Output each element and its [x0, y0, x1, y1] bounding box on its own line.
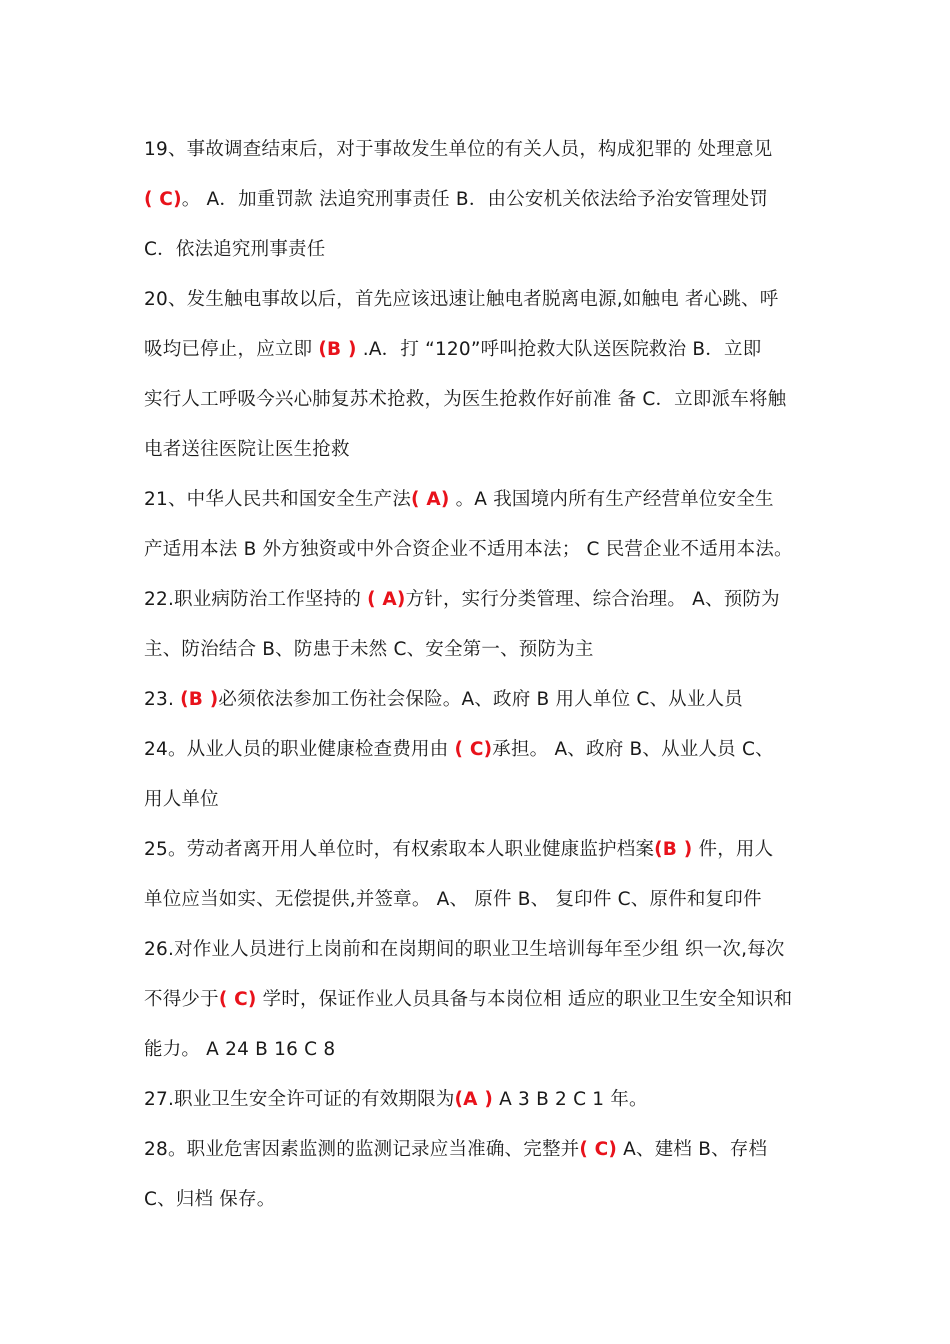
question-text: C．依法追究刑事责任: [144, 239, 326, 260]
question-text: 。 A．加重罚款 法追究刑事责任 B．由公安机关依法给予治安管理处罚: [181, 189, 769, 210]
answer-choice: (A ): [454, 1089, 493, 1110]
question-text: 学时，保证作业人员具备与本岗位相 适应的职业卫生安全知识和: [256, 989, 793, 1010]
question-text: 26.对作业人员进行上岗前和在岗期间的职业卫生培训每年至少组 织一次,每次: [144, 939, 785, 960]
question-line: [144, 275, 814, 325]
question-text: 24。从业人员的职业健康检查费用由: [144, 739, 455, 760]
question-text: .A．打 “120”呼叫抢救大队送医院救治 B．立即: [356, 339, 762, 360]
question-line: [144, 1125, 814, 1175]
question-line: [144, 975, 814, 1025]
question-text: 用人单位: [144, 789, 219, 810]
question-line: [144, 825, 814, 875]
question-line: [144, 225, 814, 275]
question-text: 单位应当如实、无偿提供,并签章。 A、 原件 B、 复印件 C、原件和复印件: [144, 889, 762, 910]
answer-choice: ( C): [579, 1139, 618, 1160]
question-line: [144, 125, 814, 175]
question-text: 承担。 A、政府 B、从业人员 C、: [492, 739, 774, 760]
question-line: [144, 375, 814, 425]
question-text: 件，用人: [692, 839, 774, 860]
question-text: 实行人工呼吸今兴心肺复苏术抢救，为医生抢救作好前准 备 C．立即派车将触: [144, 389, 787, 410]
answer-choice: (B ): [180, 689, 219, 710]
question-line: [144, 1075, 814, 1125]
answer-choice: ( A): [367, 589, 406, 610]
question-text: 20、发生触电事故以后，首先应该迅速让触电者脱离电源,如触电 者心跳、呼: [144, 289, 779, 310]
answer-choice: (B ): [318, 339, 357, 360]
question-text: 21、中华人民共和国安全生产法: [144, 489, 412, 510]
question-line: [144, 875, 814, 925]
question-line: [144, 725, 814, 775]
question-text: 。A 我国境内所有生产经营单位安全生: [449, 489, 774, 510]
question-text: 27.职业卫生安全许可证的有效期限为: [144, 1089, 455, 1110]
question-line: [144, 425, 814, 475]
question-text: 25。劳动者离开用人单位时，有权索取本人职业健康监护档案: [144, 839, 655, 860]
question-line: [144, 1175, 814, 1225]
question-line: [144, 675, 814, 725]
answer-choice: (B ): [654, 839, 693, 860]
question-text: 主、防治结合 B、防患于未然 C、安全第一、预防为主: [144, 639, 594, 660]
question-text: 吸均已停止，应立即: [144, 339, 319, 360]
question-line: [144, 175, 814, 225]
answer-choice: ( C): [218, 989, 257, 1010]
question-line: [144, 625, 814, 675]
question-text: C、归档 保存。: [144, 1189, 276, 1210]
answer-choice: ( C): [454, 739, 493, 760]
question-line: [144, 775, 814, 825]
question-text: 能力。 A 24 B 16 C 8: [144, 1039, 336, 1060]
question-text: 22.职业病防治工作坚持的: [144, 589, 368, 610]
question-line: [144, 325, 814, 375]
question-text: 必须依法参加工伤社会保险。A、政府 B 用人单位 C、从业人员: [218, 689, 743, 710]
question-text: 方针，实行分类管理、综合治理。 A、预防为: [405, 589, 780, 610]
question-text: 产适用本法 B 外方独资或中外合资企业不适用本法； C 民营企业不适用本法。: [144, 539, 793, 560]
question-line: [144, 575, 814, 625]
question-text: 28。职业危害因素监测的监测记录应当准确、完整并: [144, 1139, 580, 1160]
answer-choice: ( C): [144, 189, 182, 210]
answer-choice: ( A): [411, 489, 450, 510]
question-line: [144, 925, 814, 975]
question-text: 23.: [144, 689, 181, 710]
question-text: A、建档 B、存档: [617, 1139, 768, 1160]
question-line: [144, 1025, 814, 1075]
question-text: A 3 B 2 C 1 年。: [493, 1089, 648, 1110]
question-text: 19、事故调查结束后，对于事故发生单位的有关人员，构成犯罪的 处理意见: [144, 139, 773, 160]
question-line: [144, 475, 814, 525]
question-line: [144, 525, 814, 575]
question-text: 电者送往医院让医生抢救: [144, 439, 350, 460]
question-text: 不得少于: [144, 989, 219, 1010]
